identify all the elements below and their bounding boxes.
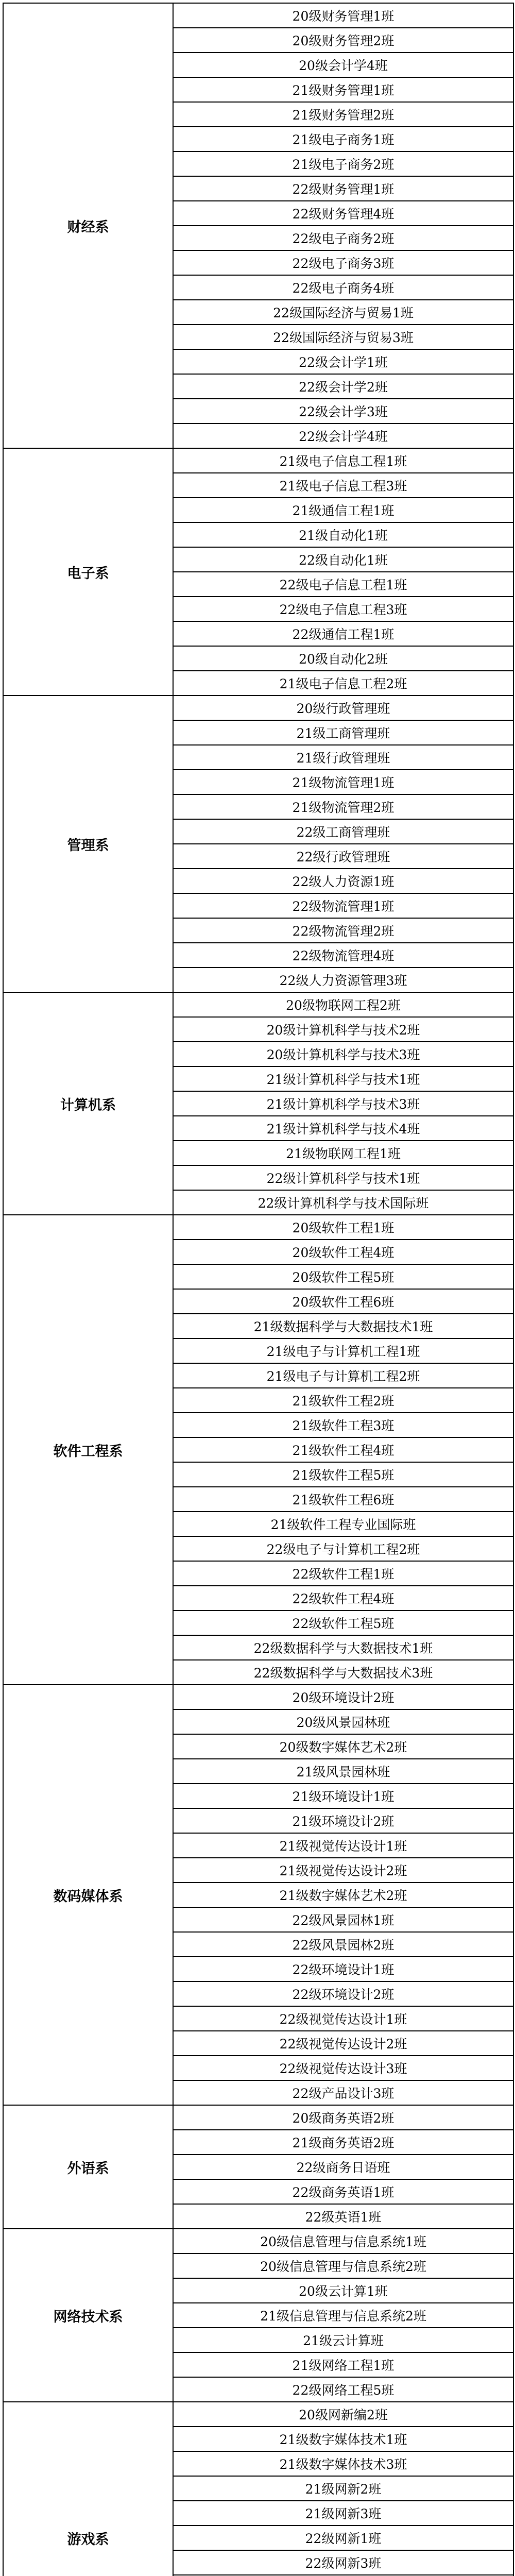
class-cell: 21级数字媒体技术3班: [173, 2451, 513, 2476]
class-cell: 22级行政管理班: [173, 844, 513, 869]
class-cell: 21级视觉传达设计2班: [173, 1858, 513, 1883]
class-cell: 21级数字媒体技术1班: [173, 2427, 513, 2451]
department-cell: 电子系: [3, 448, 173, 696]
table-row: [3, 2229, 513, 2253]
class-cell: 22级电子与计算机工程2班: [173, 1536, 513, 1561]
department-cell: 网络技术系: [3, 2229, 173, 2402]
table-row: [3, 696, 513, 720]
class-cell: 21级信息管理与信息系统2班: [173, 2303, 513, 2328]
class-cell: 21级软件工程5班: [173, 1462, 513, 1487]
department-cell: 外语系: [3, 2105, 173, 2229]
class-cell: 22级物流管理1班: [173, 893, 513, 918]
class-cell: 21级电子信息工程1班: [173, 448, 513, 473]
class-cell: 20级行政管理班: [173, 696, 513, 720]
class-cell: 20级自动化2班: [173, 646, 513, 671]
class-cell: 22级产品设计3班: [173, 2080, 513, 2105]
table-row: [3, 2105, 513, 2130]
class-cell: 22级会计学1班: [173, 349, 513, 374]
table-row: [3, 448, 513, 473]
class-cell: 22级会计学3班: [173, 399, 513, 423]
class-cell: 22级商务日语班: [173, 2155, 513, 2179]
class-cell: 22级风景园林2班: [173, 1932, 513, 1957]
class-cell: 22级软件工程4班: [173, 1586, 513, 1611]
class-cell: 22级电子商务3班: [173, 250, 513, 275]
department-cell: 管理系: [3, 696, 173, 992]
class-cell: 21级云计算班: [173, 2328, 513, 2352]
class-cell: 21级财务管理2班: [173, 102, 513, 127]
class-cell: 22级英语1班: [173, 2204, 513, 2229]
class-cell: 20级环境设计2班: [173, 1685, 513, 1709]
class-cell: 22级环境设计2班: [173, 1981, 513, 2006]
class-cell: 20级会计学4班: [173, 53, 513, 77]
class-cell: 22级工商管理班: [173, 819, 513, 844]
class-cell: 22级财务管理4班: [173, 201, 513, 226]
class-cell: 20级云计算1班: [173, 2278, 513, 2303]
class-cell: 20级计算机科学与技术3班: [173, 1042, 513, 1066]
class-cell: 21级工商管理班: [173, 720, 513, 745]
class-cell: 21级网新3班: [173, 2501, 513, 2526]
class-cell: 21级行政管理班: [173, 745, 513, 770]
class-cell: 21级物联网工程1班: [173, 1141, 513, 1165]
class-cell: 21级财务管理1班: [173, 77, 513, 102]
class-cell: 22级环境设计1班: [173, 1957, 513, 1981]
class-cell: 22级风景园林1班: [173, 1907, 513, 1932]
class-cell: 21级软件工程3班: [173, 1413, 513, 1437]
class-cell: 21级电子商务1班: [173, 127, 513, 151]
class-cell: 21级视觉传达设计1班: [173, 1833, 513, 1858]
class-cell: 22级电子商务2班: [173, 226, 513, 250]
class-cell: 21级电子与计算机工程1班: [173, 1338, 513, 1363]
class-cell: 22级软件工程5班: [173, 1611, 513, 1635]
class-cell: 22级网新3班: [173, 2550, 513, 2575]
class-cell: 21级软件工程6班: [173, 1487, 513, 1512]
class-cell: 22级电子商务4班: [173, 275, 513, 300]
class-cell: 21级环境设计2班: [173, 1808, 513, 1833]
class-cell: 22级视觉传达设计3班: [173, 2056, 513, 2080]
class-cell: 20级信息管理与信息系统1班: [173, 2229, 513, 2253]
department-cell: 游戏系: [3, 2402, 173, 2576]
class-cell: 20级风景园林班: [173, 1709, 513, 1734]
class-cell: 21级网新2班: [173, 2476, 513, 2501]
class-cell: 21级软件工程专业国际班: [173, 1512, 513, 1536]
table-row: [3, 1685, 513, 1709]
class-cell: 22级物流管理2班: [173, 918, 513, 943]
class-cell: 22级视觉传达设计2班: [173, 2031, 513, 2056]
class-cell: 22级自动化1班: [173, 547, 513, 572]
class-cell: 22级物流管理4班: [173, 943, 513, 968]
class-cell: 22级人力资源管理3班: [173, 968, 513, 992]
class-list-table: [3, 3, 514, 2576]
class-list-body: [3, 3, 513, 2576]
class-cell: 21级物流管理1班: [173, 770, 513, 794]
class-cell: 21级电子与计算机工程2班: [173, 1363, 513, 1388]
department-cell: 软件工程系: [3, 1215, 173, 1685]
department-cell: 数码媒体系: [3, 1685, 173, 2105]
class-cell: 21级自动化1班: [173, 522, 513, 547]
class-cell: 22级计算机科学与技术1班: [173, 1165, 513, 1190]
class-cell: 21级数据科学与大数据技术1班: [173, 1314, 513, 1338]
class-cell: 20级软件工程4班: [173, 1240, 513, 1264]
class-cell: 22级电子信息工程1班: [173, 572, 513, 597]
class-cell: 21级计算机科学与技术4班: [173, 1116, 513, 1141]
class-cell: 20级数字媒体艺术2班: [173, 1734, 513, 1759]
class-cell: 22级会计学4班: [173, 423, 513, 448]
class-cell: 21级计算机科学与技术3班: [173, 1091, 513, 1116]
class-cell: 21级数字媒体艺术2班: [173, 1883, 513, 1907]
class-cell: 20级软件工程5班: [173, 1264, 513, 1289]
class-cell: 22级人力资源1班: [173, 869, 513, 893]
class-cell: 22级计算机科学与技术国际班: [173, 1190, 513, 1215]
class-cell: 22级会计学2班: [173, 374, 513, 399]
table-row: [3, 1215, 513, 1240]
class-cell: 21级电子信息工程3班: [173, 473, 513, 498]
class-cell: 22级数据科学与大数据技术3班: [173, 1660, 513, 1685]
class-cell: 21级物流管理2班: [173, 794, 513, 819]
class-cell: 20级网新编2班: [173, 2402, 513, 2427]
class-cell: 22级电子信息工程3班: [173, 597, 513, 621]
department-cell: 财经系: [3, 3, 173, 448]
class-cell: 21级电子信息工程2班: [173, 671, 513, 696]
class-cell: 21级软件工程2班: [173, 1388, 513, 1413]
class-cell: 20级软件工程1班: [173, 1215, 513, 1240]
class-cell: 20级商务英语2班: [173, 2105, 513, 2130]
class-cell: 22级国际经济与贸易3班: [173, 325, 513, 349]
class-cell: 21级环境设计1班: [173, 1784, 513, 1808]
class-cell: 22级通信工程1班: [173, 621, 513, 646]
class-cell: 22级软件工程1班: [173, 1561, 513, 1586]
class-cell: 20级信息管理与信息系统2班: [173, 2253, 513, 2278]
class-cell: 22级网络工程5班: [173, 2377, 513, 2402]
class-cell: 20级财务管理2班: [173, 28, 513, 53]
table-row: [3, 2402, 513, 2427]
class-cell: 21级电子商务2班: [173, 151, 513, 176]
table-row: [3, 992, 513, 1017]
class-cell: 20级物联网工程2班: [173, 992, 513, 1017]
class-cell: 20级财务管理1班: [173, 3, 513, 28]
class-cell: 21级软件工程4班: [173, 1437, 513, 1462]
class-cell: 21级风景园林班: [173, 1759, 513, 1784]
class-cell: 21级通信工程1班: [173, 498, 513, 522]
class-cell: 21级网络工程1班: [173, 2352, 513, 2377]
department-cell: 计算机系: [3, 992, 173, 1215]
class-cell: 22级数据科学与大数据技术1班: [173, 1635, 513, 1660]
table-row: [3, 3, 513, 28]
class-cell: 22级商务英语1班: [173, 2179, 513, 2204]
class-cell: 21级计算机科学与技术1班: [173, 1066, 513, 1091]
class-cell: 20级软件工程6班: [173, 1289, 513, 1314]
class-cell: 22级视觉传达设计1班: [173, 2006, 513, 2031]
class-cell: 21级商务英语2班: [173, 2130, 513, 2155]
class-cell: 22级财务管理1班: [173, 176, 513, 201]
class-cell: 22级网新1班: [173, 2526, 513, 2550]
class-cell: 20级计算机科学与技术2班: [173, 1017, 513, 1042]
class-cell: 22级国际经济与贸易1班: [173, 300, 513, 325]
